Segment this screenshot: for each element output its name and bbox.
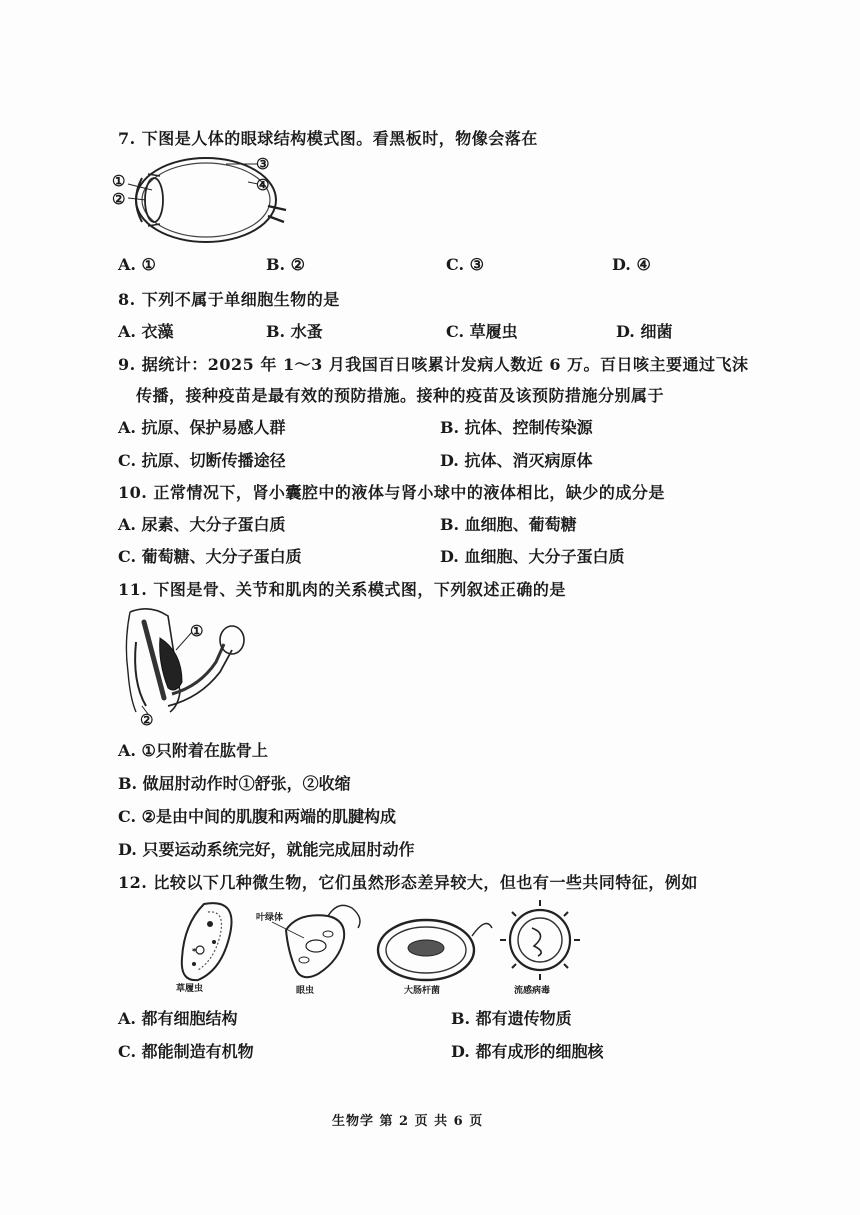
question-11-option-b[interactable]: B. 做屈肘动作时①舒张，②收缩: [118, 774, 351, 793]
eye-label-4: ④: [256, 176, 270, 194]
question-9-stem-line-1: 9. 据统计：2025 年 1～3 月我国百日咳累计发病人数近 6 万。百日咳主要通过飞沫: [118, 355, 749, 374]
arm-label-2: ②: [140, 711, 154, 729]
question-9-stem-line-2: 传播，接种疫苗是最有效的预防措施。接种的疫苗及该预防措施分别属于: [136, 386, 665, 405]
caption-influenza-virus: 流感病毒: [514, 986, 551, 996]
question-12-stem: 12. 比较以下几种微生物，它们虽然形态差异较大，但也有一些共同特征，例如: [118, 873, 698, 892]
caption-euglena: 眼虫: [296, 986, 315, 996]
question-12-option-d[interactable]: D. 都有成形的细胞核: [451, 1042, 604, 1061]
question-11-option-a[interactable]: A. ①只附着在肱骨上: [118, 741, 268, 760]
question-7-option-c[interactable]: C. ③: [446, 255, 484, 274]
question-10-option-a[interactable]: A. 尿素、大分子蛋白质: [118, 515, 286, 534]
question-10-stem: 10. 正常情况下，肾小囊腔中的液体与肾小球中的液体相比，缺少的成分是: [118, 483, 665, 502]
question-10-option-b[interactable]: B. 血细胞、葡萄糖: [440, 515, 577, 534]
caption-chloroplast: 叶绿体: [256, 913, 284, 923]
question-9-option-a[interactable]: A. 抗原、保护易感人群: [118, 418, 286, 437]
question-8-option-c[interactable]: C. 草履虫: [446, 322, 518, 341]
question-10-option-c[interactable]: C. 葡萄糖、大分子蛋白质: [118, 547, 302, 566]
question-7-option-d[interactable]: D. ④: [612, 255, 651, 274]
paramecium-drawing: [182, 903, 232, 980]
page-footer: 生物学 第 2 页 共 6 页: [332, 1114, 484, 1129]
question-9-option-b[interactable]: B. 抗体、控制传染源: [440, 418, 593, 437]
question-12-option-b[interactable]: B. 都有遗传物质: [451, 1009, 572, 1028]
question-12-option-c[interactable]: C. 都能制造有机物: [118, 1042, 254, 1061]
svg-text:*: *: [192, 947, 197, 956]
question-8-option-d[interactable]: D. 细菌: [616, 322, 673, 341]
question-8-stem: 8. 下列不属于单细胞生物的是: [118, 290, 340, 309]
eye-label-1: ①: [112, 172, 126, 190]
question-7-option-a[interactable]: A. ①: [118, 255, 156, 274]
question-9-option-c[interactable]: C. 抗原、切断传播途径: [118, 451, 286, 470]
question-11-option-c[interactable]: C. ②是由中间的肌腹和两端的肌腱构成: [118, 807, 396, 826]
caption-paramecium: 草履虫: [176, 984, 204, 994]
arm-label-1: ①: [190, 622, 204, 640]
question-10-option-d[interactable]: D. 血细胞、大分子蛋白质: [440, 547, 625, 566]
question-8-option-a[interactable]: A. 衣藻: [118, 322, 174, 341]
e-coli-drawing: [378, 920, 492, 980]
question-7-option-b[interactable]: B. ②: [266, 255, 306, 274]
question-8-option-b[interactable]: B. 水蚤: [266, 322, 323, 341]
eye-label-2: ②: [112, 190, 126, 208]
question-7-stem: 7. 下图是人体的眼球结构模式图。看黑板时，物像会落在: [118, 129, 538, 148]
eye-label-3: ③: [256, 155, 270, 173]
euglena-drawing: [272, 905, 360, 977]
question-11-stem: 11. 下图是骨、关节和肌肉的关系模式图，下列叙述正确的是: [118, 580, 566, 599]
question-9-option-d[interactable]: D. 抗体、消灭病原体: [440, 451, 593, 470]
question-12-option-a[interactable]: A. 都有细胞结构: [118, 1009, 238, 1028]
microorganisms-diagram: [168, 894, 588, 996]
arm-muscle-diagram: [120, 602, 260, 722]
influenza-virus-drawing: [500, 900, 580, 980]
question-11-option-d[interactable]: D. 只要运动系统完好，就能完成屈肘动作: [118, 840, 415, 859]
caption-e-coli: 大肠杆菌: [404, 986, 441, 996]
